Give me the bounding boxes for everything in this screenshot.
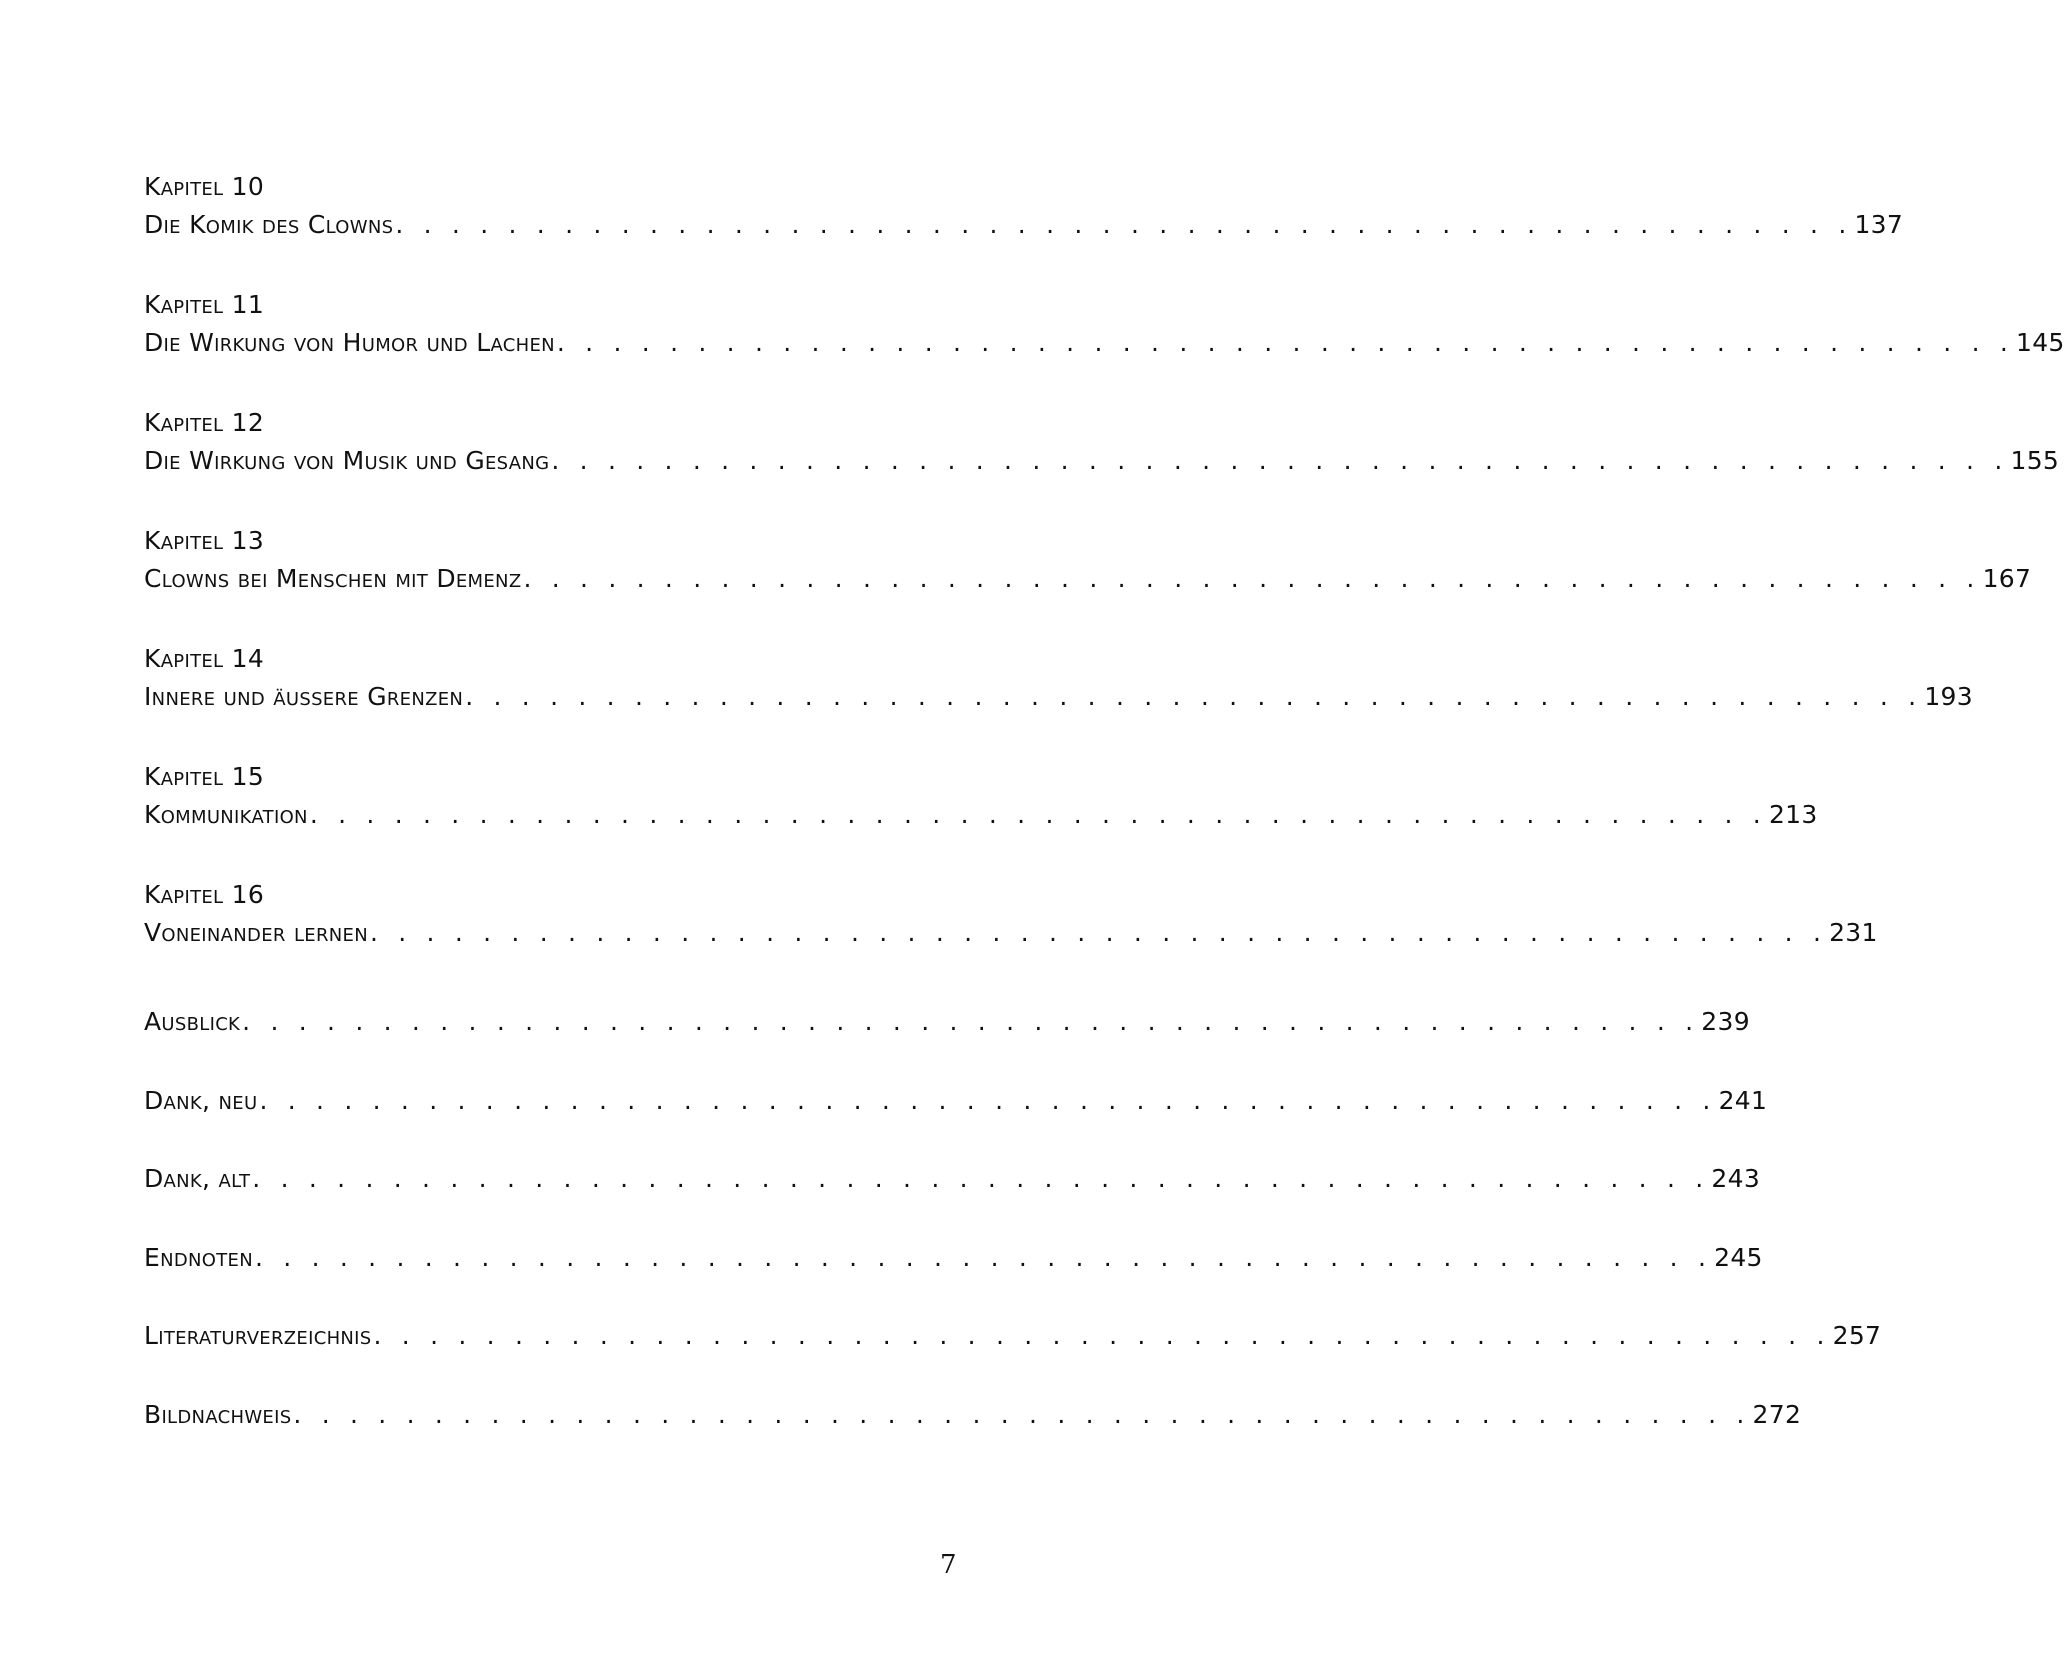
chapter-label: Kapitel 12	[144, 408, 265, 437]
entry-title: Innere und äussere Grenzen	[144, 682, 464, 711]
dot-leader: . . . . . . . . . . . . . . . . . . . . . . . . . . . . . . . . . . . . . . . . . . . . . . . . . . . .	[259, 1085, 1717, 1115]
entry-title: Dank, neu	[144, 1085, 258, 1115]
dot-leader: . . . . . . . . . . . . . . . . . . . . . . . . . . . . . . . . . . . . . . . . . . . . . . . . . . . .	[395, 210, 1853, 239]
chapter-label: Kapitel 15	[144, 762, 265, 791]
toc-entry[interactable]	[144, 677, 1973, 717]
dot-leader: . . . . . . . . . . . . . . . . . . . . . . . . . . . . . . . . . . . . . . . . . . . . . . . . . . . .	[551, 446, 2009, 475]
toc-chapter-13	[144, 522, 2032, 640]
toc-entry[interactable]	[144, 1316, 1882, 1356]
entry-page-number: 167	[1982, 564, 2032, 593]
entry-title: Die Wirkung von Humor und Lachen	[144, 328, 555, 357]
entry-page-number: 272	[1752, 1399, 1802, 1429]
toc-entry[interactable]	[144, 559, 2032, 599]
entry-page-number: 137	[1854, 210, 1904, 239]
dot-leader: . . . . . . . . . . . . . . . . . . . . . . . . . . . . . . . . . . . . . . . . . . . . . . . . . . . .	[255, 1242, 1713, 1272]
chapter-label: Kapitel 16	[144, 880, 265, 909]
chapter-label: Kapitel 11	[144, 290, 265, 319]
dot-leader: . . . . . . . . . . . . . . . . . . . . . . . . . . . . . . . . . . . . . . . . . . . . . . . . . . . .	[242, 1007, 1700, 1036]
dot-leader: . . . . . . . . . . . . . . . . . . . . . . . . . . . . . . . . . . . . . . . . . . . . . . . . . . . .	[369, 918, 1828, 947]
entry-page-number: 257	[1832, 1321, 1882, 1350]
dot-leader: . . . . . . . . . . . . . . . . . . . . . . . . . . . . . . . . . . . . . . . . . . . . . . . . . . . .	[252, 1164, 1710, 1193]
dot-leader: . . . . . . . . . . . . . . . . . . . . . . . . . . . . . . . . . . . . . . . . . . . . . . . . . . . .	[465, 682, 1923, 711]
dot-leader: . . . . . . . . . . . . . . . . . . . . . . . . . . . . . . . . . . . . . . . . . . . . . . . . . . . .	[373, 1321, 1831, 1350]
entry-page-number: 231	[1829, 918, 1878, 947]
toc-section-bildnachweis	[144, 1395, 1802, 1474]
chapter-label: Kapitel 14	[144, 644, 265, 673]
toc-entry[interactable]	[144, 1395, 1802, 1435]
toc-section-dank-neu	[144, 1081, 1768, 1160]
entry-page-number: 239	[1701, 1007, 1750, 1036]
entry-title: Bildnachweis	[144, 1399, 292, 1429]
chapter-label: Kapitel 10	[144, 172, 265, 201]
entry-page-number: 241	[1718, 1085, 1768, 1115]
toc-chapter-11	[144, 286, 2065, 404]
entry-page-number: 193	[1924, 682, 1973, 711]
chapter-label: Kapitel 13	[144, 526, 265, 555]
toc-chapter-14	[144, 640, 1973, 758]
toc-entry[interactable]	[144, 205, 1904, 245]
toc-entry[interactable]	[144, 441, 2060, 481]
toc-entry[interactable]	[144, 323, 2065, 363]
toc-chapter-16	[144, 876, 1878, 994]
toc-entry[interactable]	[144, 1081, 1768, 1121]
entry-title: Die Wirkung von Musik und Gesang	[144, 446, 550, 475]
toc-section-dank-alt	[144, 1159, 1761, 1238]
entry-title: Ausblick	[144, 1007, 241, 1036]
entry-title: Clowns bei Menschen mit Demenz	[144, 564, 522, 593]
toc-entry[interactable]	[144, 913, 1878, 953]
toc-entry[interactable]	[144, 1159, 1761, 1199]
entry-title: Dank, alt	[144, 1164, 251, 1193]
toc-section-ausblick	[144, 1002, 1750, 1081]
entry-title: Literaturverzeichnis	[144, 1321, 372, 1350]
entry-page-number: 155	[2010, 446, 2060, 475]
entry-title: Kommunikation	[144, 800, 308, 829]
dot-leader: . . . . . . . . . . . . . . . . . . . . . . . . . . . . . . . . . . . . . . . . . . . . . . . . . . . .	[556, 328, 2015, 357]
dot-leader: . . . . . . . . . . . . . . . . . . . . . . . . . . . . . . . . . . . . . . . . . . . . . . . . . . . .	[309, 800, 1767, 829]
toc-section-endnoten	[144, 1238, 1763, 1317]
toc-section-literaturverzeichnis	[144, 1316, 1882, 1395]
toc-chapter-15	[144, 758, 1818, 876]
entry-title: Die Komik des Clowns	[144, 210, 394, 239]
table-of-contents	[144, 168, 2065, 1473]
entry-title: Voneinander lernen	[144, 918, 368, 947]
toc-chapter-12	[144, 404, 2060, 522]
dot-leader: . . . . . . . . . . . . . . . . . . . . . . . . . . . . . . . . . . . . . . . . . . . . . . . . . . . .	[293, 1399, 1751, 1429]
entry-title: Endnoten	[144, 1242, 253, 1272]
entry-page-number: 213	[1768, 800, 1818, 829]
entry-page-number: 145	[2016, 328, 2065, 357]
page-number: 7	[940, 1550, 957, 1580]
dot-leader: . . . . . . . . . . . . . . . . . . . . . . . . . . . . . . . . . . . . . . . . . . . . . . . . . . . .	[523, 564, 1981, 593]
toc-entry[interactable]	[144, 795, 1818, 835]
entry-page-number: 243	[1711, 1164, 1761, 1193]
toc-entry[interactable]	[144, 1238, 1763, 1278]
entry-page-number: 245	[1714, 1242, 1763, 1272]
toc-entry[interactable]	[144, 1002, 1750, 1042]
toc-chapter-10	[144, 168, 1904, 286]
